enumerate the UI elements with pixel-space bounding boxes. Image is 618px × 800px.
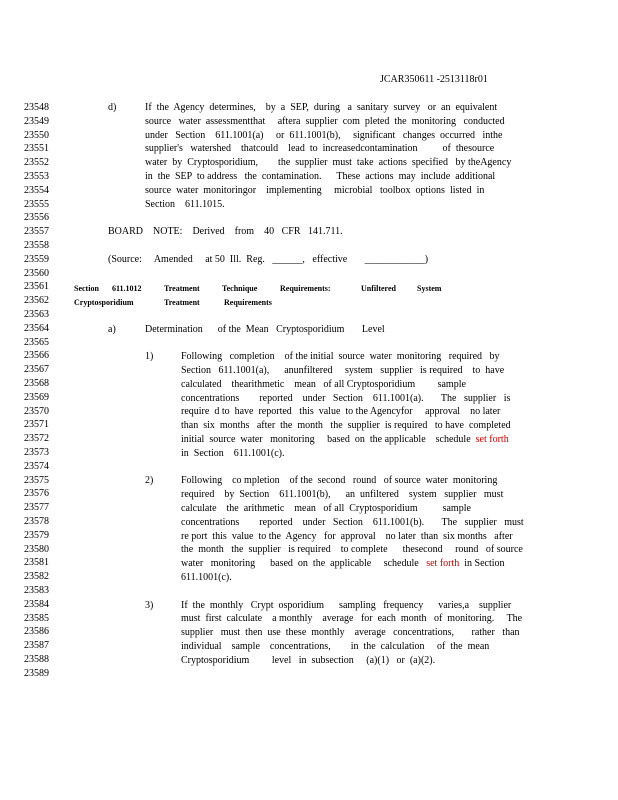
item-2-line-tail: in Section <box>459 558 505 570</box>
item-2-line: required by Section 611.1001(b), an unfiltered system supplier must <box>181 489 504 501</box>
line-number: 23570 <box>24 405 49 417</box>
line-number: 23571 <box>24 419 49 431</box>
para-d-line: source water monitoringor implementing microbial toolbox options listed in <box>145 184 485 196</box>
line-number: 23551 <box>24 143 49 155</box>
line-number: 23557 <box>24 226 49 238</box>
para-d-line: under Section 611.1001(a) or 611.1001(b), significant changes occurred inthe <box>145 129 503 141</box>
board-note: BOARD NOTE: Derived from 40 CFR 141.711. <box>108 226 343 238</box>
item-1-line: in Section 611.1001(c). <box>181 447 285 459</box>
item-1-line: Following completion of the initial source water monitoring required by <box>181 351 500 363</box>
para-d-line: Section 611.1015. <box>145 198 225 210</box>
line-number: 23573 <box>24 447 49 458</box>
item-2-line: calculate the arithmetic mean of all Cryptosporidium sample <box>181 503 471 514</box>
para-a-marker: a) <box>108 323 116 335</box>
section-heading-word: Treatment <box>164 284 200 293</box>
line-number: 23572 <box>24 433 49 445</box>
line-number: 23575 <box>24 474 49 486</box>
line-number: 23584 <box>24 598 49 610</box>
source-text: (Source: Amended at 50 Ill. Reg. ______, effective <box>108 253 348 265</box>
section-heading-word: Treatment <box>164 298 200 307</box>
line-number: 23581 <box>24 557 49 569</box>
para-d-line: in the SEP to address the contamination. These actions may include additional <box>145 171 496 182</box>
line-number: 23588 <box>24 654 49 665</box>
line-number: 23561 <box>24 281 49 293</box>
line-number: 23578 <box>24 516 49 527</box>
para-d-line: If the Agency determines, by a SEP, during a sanitary survey or an equivalent <box>145 102 498 113</box>
line-number: 23556 <box>24 212 49 224</box>
section-heading-word: Cryptosporidium <box>74 298 134 307</box>
line-number: 23585 <box>24 612 49 624</box>
item-2-line-text: water monitoring based on the applicable schedule <box>181 558 427 570</box>
item-2-line: re port this value to the Agency for approval no later than six months after <box>181 530 513 542</box>
item-1-marker: 1) <box>145 351 154 363</box>
section-heading-word: Technique <box>222 284 258 293</box>
line-number: 23577 <box>24 502 49 514</box>
line-number: 23563 <box>24 309 49 320</box>
line-number: 23582 <box>24 571 49 583</box>
line-number: 23587 <box>24 640 49 652</box>
set-forth-highlight: set forth <box>475 434 509 445</box>
line-number: 23586 <box>24 626 49 638</box>
item-1-line-text: initial source water monitoring based on the applicable schedule <box>181 434 476 445</box>
item-1-line: concentrations reported under Section 611.1001(a). The supplier is <box>181 392 511 404</box>
line-number: 23568 <box>24 378 49 389</box>
para-a-heading: Determination of the Mean Cryptosporidium Level <box>145 323 385 335</box>
line-number: 23548 <box>24 102 49 113</box>
line-number: 23549 <box>24 115 49 127</box>
item-2-line: the month the supplier is required to complete thesecond round of source <box>181 544 523 556</box>
item-3-line: individual sample concentrations, in the calculation of the mean <box>181 641 490 652</box>
line-number: 23554 <box>24 184 49 196</box>
line-number: 23567 <box>24 364 49 376</box>
line-number: 23565 <box>24 336 49 348</box>
source-effective-blank: ____________) <box>364 253 429 265</box>
line-number: 23552 <box>24 157 49 169</box>
line-number: 23559 <box>24 253 49 265</box>
source-note <box>108 253 428 267</box>
line-number: 23580 <box>24 543 49 555</box>
section-heading-word: 611.1012 <box>112 284 142 293</box>
item-3-line: Cryptosporidium level in subsection (a)(1) or (a)(2). <box>181 654 436 666</box>
section-heading-word: Section <box>74 284 99 293</box>
line-number: 23550 <box>24 129 49 141</box>
para-d-line: supplier's watershed thatcould lead to increasedcontamination of thesource <box>145 143 495 155</box>
section-heading-word: System <box>417 284 442 293</box>
section-heading-word: Requirements: <box>280 284 331 293</box>
para-d-line: water by Cryptosporidium, the supplier must take actions specified by theAgency <box>145 157 512 169</box>
item-3-line: If the monthly Crypt osporidium sampling frequency varies,a supplier <box>181 599 512 611</box>
line-number: 23564 <box>24 322 49 334</box>
line-number: 23553 <box>24 171 49 182</box>
item-3-line: supplier must then use these monthly average concentrations, rather than <box>181 627 520 639</box>
item-2-marker: 2) <box>145 475 154 487</box>
line-number: 23566 <box>24 350 49 362</box>
para-d-marker: d) <box>108 102 117 113</box>
item-2-line: Following co mpletion of the second round of source water monitoring <box>181 475 498 487</box>
document-header: JCAR350611 -2513118r01 <box>380 74 488 85</box>
line-number: 23576 <box>24 488 49 500</box>
line-number: 23569 <box>24 391 49 403</box>
line-number: 23555 <box>24 198 49 210</box>
line-number: 23558 <box>24 240 49 251</box>
para-d-line: source water assessmentthat aftera supplier com pleted the monitoring conducted <box>145 115 505 127</box>
section-heading-word: Unfiltered <box>361 284 396 293</box>
item-1-line: Section 611.1001(a), anunfiltered system supplier is required to have <box>181 365 505 376</box>
item-2-line: concentrations reported under Section 611.1001(b). The supplier must <box>181 516 524 528</box>
item-3-line: must first calculate a monthly average for each month of monitoring. The <box>181 613 523 625</box>
section-heading-word: Requirements <box>224 298 272 307</box>
item-2-line <box>181 557 505 571</box>
item-1-line <box>181 433 509 447</box>
line-number: 23560 <box>24 267 49 279</box>
line-number: 23583 <box>24 585 49 596</box>
item-1-line: calculated thearithmetic mean of all Cryptosporidium sample <box>181 378 466 390</box>
line-number: 23574 <box>24 460 49 472</box>
line-number: 23589 <box>24 667 49 679</box>
item-1-line: than six months after the month the supplier is required to have completed <box>181 420 511 432</box>
set-forth-highlight: set forth <box>426 558 460 570</box>
item-2-line: 611.1001(c). <box>181 572 232 583</box>
line-number: 23562 <box>24 295 49 307</box>
line-number: 23579 <box>24 529 49 541</box>
item-1-line: require d to have reported this value to the Agencyfor approval no later <box>181 406 501 418</box>
item-3-marker: 3) <box>145 599 154 611</box>
